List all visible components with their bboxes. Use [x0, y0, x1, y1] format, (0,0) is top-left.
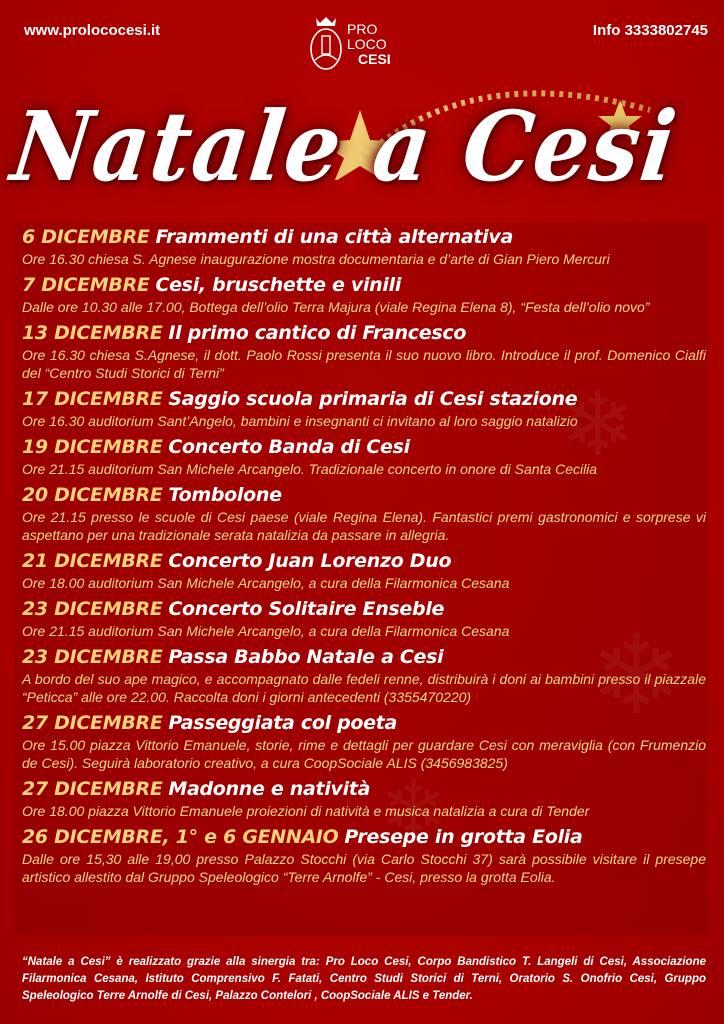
event-title: Passa Babbo Natale a Cesi: [168, 646, 444, 668]
event-title: Concerto Juan Lorenzo Duo: [168, 550, 452, 572]
event-date: 6 DICEMBRE: [22, 226, 150, 248]
event-description: Ore 21.15 presso le scuole di Cesi paese (viale Regina Elena). Fantastici premi gastronomici e sorprese vi aspettano per una tradizionale serata natalizia da passare in allegria.: [22, 509, 706, 543]
event-description: Ore 15.00 piazza Vittorio Emanuele, storie, rime e dettagli per guardare Cesi con meraviglia (con Frumenzio de Cesi). Seguirà laboratorio creativo, a cura CoopSociale ALIS (3456983825): [22, 737, 706, 771]
event-item: [22, 548, 706, 592]
event-item: [22, 386, 706, 430]
event-title: Frammenti di una città alternativa: [155, 226, 513, 248]
event-heading: [22, 596, 706, 622]
event-description: Ore 21.15 auditorium San Michele Arcangelo, a cura della Filarmonica Cesana: [22, 623, 510, 639]
events-list: [22, 224, 706, 890]
event-description: Ore 16.30 auditorium Sant’Angelo, bambini e insegnanti ci invitano al loro saggio natalizio: [22, 413, 578, 429]
event-heading: [22, 776, 706, 802]
info-phone: Info 3333802745: [592, 22, 708, 39]
event-heading: [22, 434, 706, 460]
event-title: Madonne e natività: [168, 778, 371, 800]
event-title: Cesi, bruschette e vinili: [155, 274, 402, 296]
event-date: 19 DICEMBRE: [22, 436, 163, 458]
event-title: Il primo cantico di Francesco: [168, 322, 467, 344]
event-item: [22, 320, 706, 382]
logo-line-1: PRO: [347, 21, 378, 37]
event-item: [22, 824, 706, 886]
event-description: Ore 18.00 piazza Vittorio Emanuele proiezioni di natività e musica natalizia a cura di Tender: [22, 803, 590, 819]
event-heading: [22, 272, 706, 298]
event-heading: [22, 482, 706, 508]
logo-line-2: LOCO: [347, 36, 387, 52]
event-heading: [22, 710, 706, 736]
event-title: Tombolone: [168, 484, 282, 506]
event-heading: [22, 224, 706, 250]
logo-line-3: CESI: [358, 51, 391, 67]
event-item: [22, 224, 706, 268]
event-item: [22, 272, 706, 316]
event-heading: [22, 548, 706, 574]
event-title: Presepe in grotta Eolia: [344, 826, 583, 848]
event-date: 26 DICEMBRE, 1° e 6 GENNAIO: [22, 826, 339, 848]
event-heading: [22, 824, 706, 850]
event-item: [22, 482, 706, 544]
event-description: A bordo del suo ape magico, e accompagnato dalle fedeli renne, distribuirà i doni ai bambini presso il piazzale “Peticca” alle ore 22.00. Raccolta doni i giorni antecedenti (3355470220): [22, 671, 706, 705]
event-title: Concerto Solitaire Enseble: [168, 598, 445, 620]
event-date: 23 DICEMBRE: [22, 598, 163, 620]
event-date: 20 DICEMBRE: [22, 484, 163, 506]
snowflake-icon: ❄: [560, 372, 636, 477]
event-item: [22, 644, 706, 706]
event-date: 27 DICEMBRE: [22, 712, 163, 734]
event-item: [22, 710, 706, 772]
event-date: 23 DICEMBRE: [22, 646, 163, 668]
event-date: 7 DICEMBRE: [22, 274, 150, 296]
event-date: 13 DICEMBRE: [22, 322, 163, 344]
event-heading: [22, 644, 706, 670]
event-heading: [22, 320, 706, 346]
snowflake-icon: ❄: [380, 763, 448, 856]
event-date: 27 DICEMBRE: [22, 778, 163, 800]
crest-icon: [307, 14, 345, 72]
event-title: Concerto Banda di Cesi: [168, 436, 410, 458]
event-description: Dalle ore 15,30 alle 19,00 presso Palazzo Stocchi (via Carlo Stocchi 37) sarà possibile visitare il presepe artistico allestito dal Gruppo Speleologico “Terre Arnolfe” - Cesi, presso la grotta Eolia.: [22, 851, 706, 885]
event-heading: [22, 386, 706, 412]
event-date: 21 DICEMBRE: [22, 550, 163, 572]
event-title: Passeggiata col poeta: [168, 712, 398, 734]
event-description: Ore 21.15 auditorium San Michele Arcangelo. Tradizionale concerto in onore di Santa Cecilia: [22, 461, 598, 477]
event-description: Ore 16.30 chiesa S.Agnese, il dott. Paolo Rossi presenta il suo nuovo libro. Introduce il prof. Domenico Cialfi del “Centro Studi Storici di Terni”: [22, 347, 706, 381]
event-description: Dalle ore 10.30 alle 17.00, Bottega dell’olio Terra Majura (viale Regina Elena 8), “Festa dell’olio novo”: [22, 299, 650, 315]
event-item: [22, 596, 706, 640]
credits-text: “Natale a Cesi” è realizzato grazie alla sinergia tra: Pro Loco Cesi, Corpo Bandistico T. Langeli di Cesi, Associazione Filarmonica Cesana, Istituto Comprensivo F. Fatati, Centro Studi Storici di Terni, Oratorio S. Onofrio Cesi, Gruppo Speleologico Terre Arnolfe di Cesi, Palazzo Contelori , CoopSociale ALIS e Tender.: [22, 956, 706, 1002]
event-description: Ore 16.30 chiesa S. Agnese inaugurazione mostra documentaria e d’arte di Gian Piero Mercuri: [22, 251, 610, 267]
pro-loco-logo: [307, 14, 427, 74]
website-link[interactable]: www.prolococesi.it: [24, 22, 161, 39]
event-title: Saggio scuola primaria di Cesi stazione: [168, 388, 578, 410]
event-item: [22, 776, 706, 820]
snowflake-icon: ❄: [590, 611, 683, 739]
event-description: Ore 18.00 auditorium San Michele Arcangelo, a cura della Filarmonica Cesana: [22, 575, 510, 591]
title-text: Natale a Cesi: [5, 90, 684, 203]
event-date: 17 DICEMBRE: [22, 388, 163, 410]
poster-title: [5, 90, 710, 215]
event-item: [22, 434, 706, 478]
